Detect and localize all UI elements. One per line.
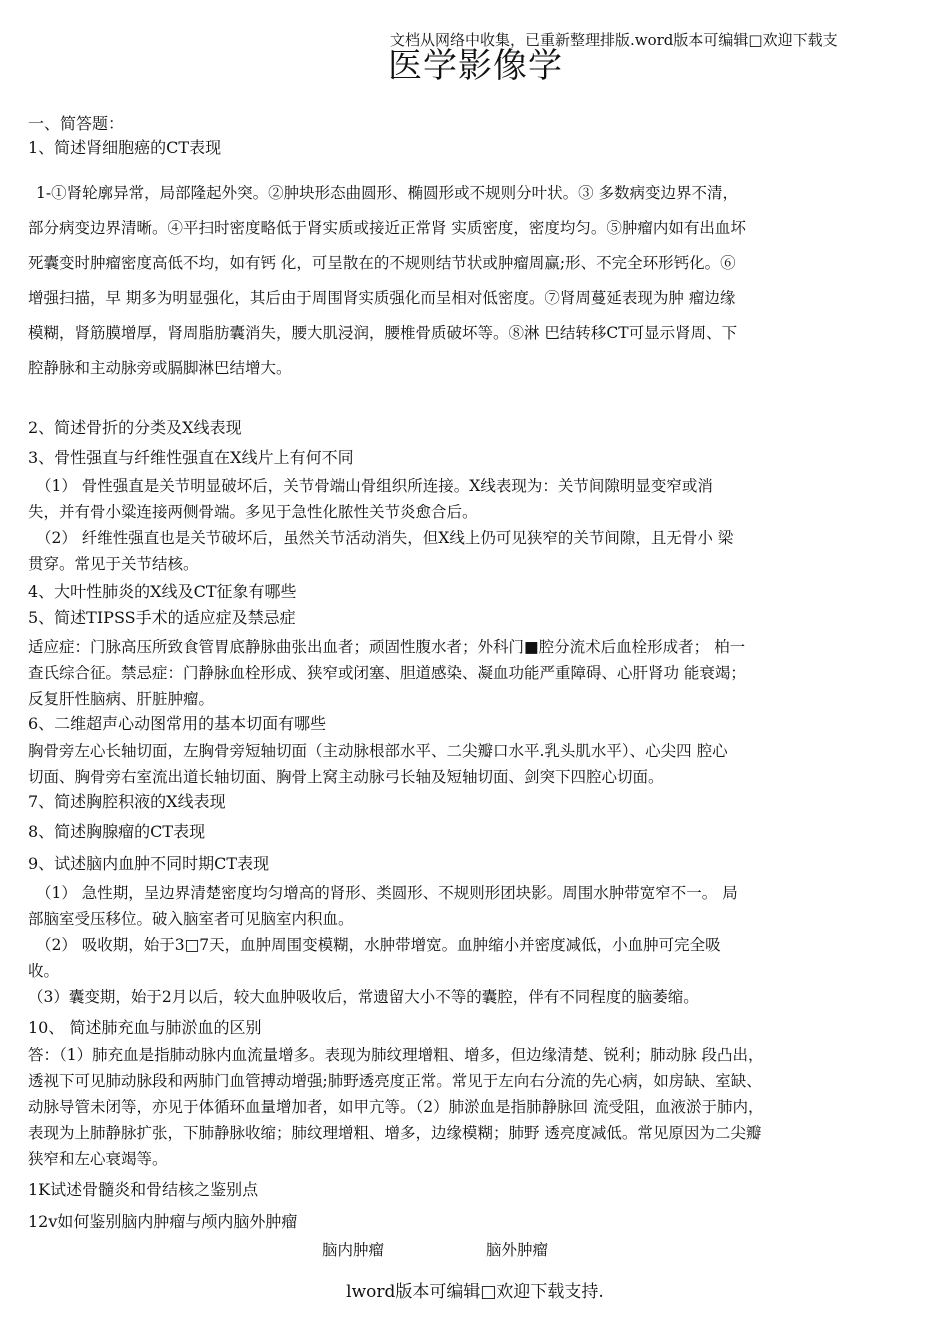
answer-line: 答：（1）肺充血是指肺动脉内血流量增多。表现为肺纹理增粗、增多，但边缘清楚、锐利；肺动脉 段凸出， xyxy=(28,1046,764,1064)
question-5: 5、简述TIPSS手术的适应症及禁忌症 xyxy=(28,608,296,627)
header-note: 文档从网络中收集，已重新整理排版.word版本可编辑□欢迎下载支 xyxy=(390,31,838,49)
answer-line: 收。 xyxy=(28,962,60,980)
page-title: 医学影像学 xyxy=(388,46,563,86)
question-8: 8、简述胸腺瘤的CT表现 xyxy=(28,822,206,841)
answer-5 xyxy=(28,634,924,712)
question-7: 7、简述胸腔积液的X线表现 xyxy=(28,792,226,811)
answer-line: 模糊，肾筋膜增厚，肾周脂肪囊消失，腰大肌浸润，腰椎骨质破坏等。⑧淋 巴结转移CT可显示肾周、下 xyxy=(28,324,738,342)
answer-line: 1-①肾轮廓异常，局部隆起外突。②肿块形态曲圆形、椭圆形或不规则分叶状。③ 多数病变边界不清， xyxy=(36,184,739,202)
question-11: 1K试述骨髓炎和骨结核之鉴别点 xyxy=(28,1180,259,1199)
answer-9 xyxy=(28,880,924,1010)
question-2: 2、简述骨折的分类及X线表现 xyxy=(28,418,242,437)
answer-line: 反复肝性脑病、肝脏肿瘤。 xyxy=(28,690,215,708)
answer-line: 死囊变时肿瘤密度高低不均，如有钙 化，可呈散在的不规则结节状或肿瘤周赢;形、不完全环形钙化。⑥ xyxy=(28,254,736,272)
answer-6 xyxy=(28,738,924,790)
answer-line: （2） 纤维性强直也是关节破坏后，虽然关节活动消失，但X线上仍可见狭窄的关节间隙，且无骨小 梁 xyxy=(36,529,734,547)
answer-line: 查氏综合征。禁忌症：门静脉血栓形成、狭窄或闭塞、胆道感染、凝血功能严重障碍、心肝肾功 能衰竭； xyxy=(28,664,746,682)
answer-line: （2） 吸收期，始于3□7天，血肿周围变模糊，水肿带增宽。血肿缩小并密度减低，小血肿可完全吸 xyxy=(36,936,721,954)
answer-line: 透视下可见肺动脉段和两肺门血管搏动增强;肺野透亮度正常。常见于左向右分流的先心病，如房缺、室缺、 xyxy=(28,1072,762,1090)
answer-10 xyxy=(28,1042,924,1172)
footer-note: lword版本可编辑□欢迎下载支持. xyxy=(346,1282,604,1302)
section-heading: 一、简答题： xyxy=(28,114,125,133)
answer-line: 失，并有骨小粱连接两侧骨端。多见于急性化脓性关节炎愈合后。 xyxy=(28,503,478,521)
answer-line: 腔静脉和主动脉旁或膈脚淋巴结增大。 xyxy=(28,359,292,377)
answer-line: 胸骨旁左心长轴切面，左胸骨旁短轴切面（主动脉根部水平、二尖瓣口水平.乳头肌水平）、心尖四 腔心 xyxy=(28,742,728,760)
answer-line: （3）囊变期，始于2月以后，较大血肿吸收后，常遗留大小不等的囊腔，伴有不同程度的脑萎缩。 xyxy=(28,988,699,1006)
answer-line: 狭窄和左心衰竭等。 xyxy=(28,1150,168,1168)
question-4: 4、大叶性肺炎的X线及CT征象有哪些 xyxy=(28,582,297,601)
answer-line: 适应症：门脉高压所致食管胃底静脉曲张出血者；顽固性腹水者；外科门■腔分流术后血栓形成者； 柏一 xyxy=(28,638,746,656)
table-header-intra: 脑内肿瘤 xyxy=(322,1241,385,1259)
answer-line: 部分病变边界清晰。④平扫时密度略低于肾实质或接近正常肾 实质密度，密度均匀。⑤肿瘤内如有出血坏 xyxy=(28,219,746,237)
answer-3 xyxy=(28,473,924,577)
question-6: 6、二维超声心动图常用的基本切面有哪些 xyxy=(28,714,327,733)
answer-line: 动脉导管未闭等，亦见于体循环血量增加者，如甲亢等。（2）肺淤血是指肺静脉回 流受阻，血液淤于肺内， xyxy=(28,1098,764,1116)
question-1: 1、简述肾细胞癌的CT表现 xyxy=(28,138,222,157)
table-header-extra: 脑外肿瘤 xyxy=(486,1241,549,1259)
answer-line: 表现为上肺静脉扩张，下肺静脉收缩；肺纹理增粗、增多，边缘模糊；肺野 透亮度减低。常见原因为二尖瓣 xyxy=(28,1124,762,1142)
question-9: 9、试述脑内血肿不同时期CT表现 xyxy=(28,854,270,873)
answer-line: 贯穿。常见于关节结核。 xyxy=(28,555,199,573)
answer-line: 增强扫描，早 期多为明显强化，其后由于周围肾实质强化而呈相对低密度。⑦肾周蔓延表现为肿 瘤边缘 xyxy=(28,289,736,307)
question-12: 12v如何鉴别脑内肿瘤与颅内脑外肿瘤 xyxy=(28,1212,298,1231)
answer-line: （1） 急性期，呈边界清楚密度均匀增高的肾形、类圆形、不规则形团块影。周围水肿带宽窄不一。 局 xyxy=(36,884,738,902)
question-10: 10、 简述肺充血与肺淤血的区别 xyxy=(28,1018,262,1037)
answer-line: （1） 骨性强直是关节明显破坏后，关节骨端山骨组织所连接。X线表现为：关节间隙明显变窄或消 xyxy=(36,477,713,495)
question-3: 3、骨性强直与纤维性强直在X线片上有何不同 xyxy=(28,448,354,467)
answer-line: 切面、胸骨旁右室流出道长轴切面、胸骨上窝主动脉弓长轴及短轴切面、剑突下四腔心切面。 xyxy=(28,768,664,786)
answer-line: 部脑室受压移位。破入脑室者可见脑室内积血。 xyxy=(28,910,354,928)
answer-1 xyxy=(28,176,924,386)
